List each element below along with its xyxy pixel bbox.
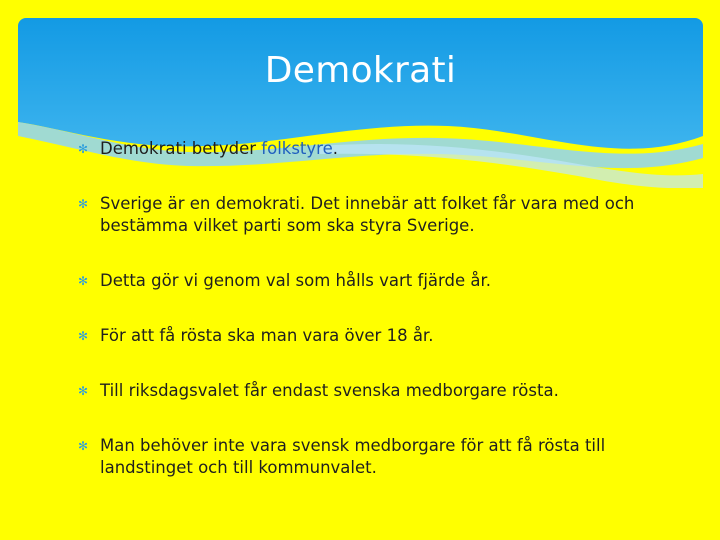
bullet-text: Demokrati betyder xyxy=(100,139,262,158)
bullet-item xyxy=(78,270,658,292)
bullet-text: Man behöver inte vara svensk medborgare för att få rösta till landstinget och till kommunvalet. xyxy=(100,436,606,477)
bullet-item xyxy=(78,380,658,402)
bullet-star-icon: ✻ xyxy=(78,274,89,288)
bullet-item xyxy=(78,325,658,347)
bullet-star-icon: ✻ xyxy=(78,197,89,211)
bullet-star-icon: ✻ xyxy=(78,329,89,343)
bullet-star-icon: ✻ xyxy=(78,142,89,156)
bullet-text: Till riksdagsvalet får endast svenska medborgare rösta. xyxy=(100,381,559,400)
bullet-text: För att få rösta ska man vara över 18 år. xyxy=(100,326,434,345)
slide-title: Demokrati xyxy=(264,50,457,91)
bullet-text: . xyxy=(332,139,338,158)
bullet-item xyxy=(78,435,658,479)
bullet-list xyxy=(78,138,658,512)
bullet-item xyxy=(78,138,658,160)
bullet-highlight-text: folkstyre xyxy=(261,139,333,158)
bullet-star-icon: ✻ xyxy=(78,384,89,398)
bullet-text: Sverige är en demokrati. Det innebär att folket får vara med och bestämma vilket parti som ska styra Sverige. xyxy=(100,194,635,235)
bullet-text: Detta gör vi genom val som hålls vart fjärde år. xyxy=(100,271,491,290)
bullet-star-icon: ✻ xyxy=(78,439,89,453)
bullet-item xyxy=(78,193,658,237)
